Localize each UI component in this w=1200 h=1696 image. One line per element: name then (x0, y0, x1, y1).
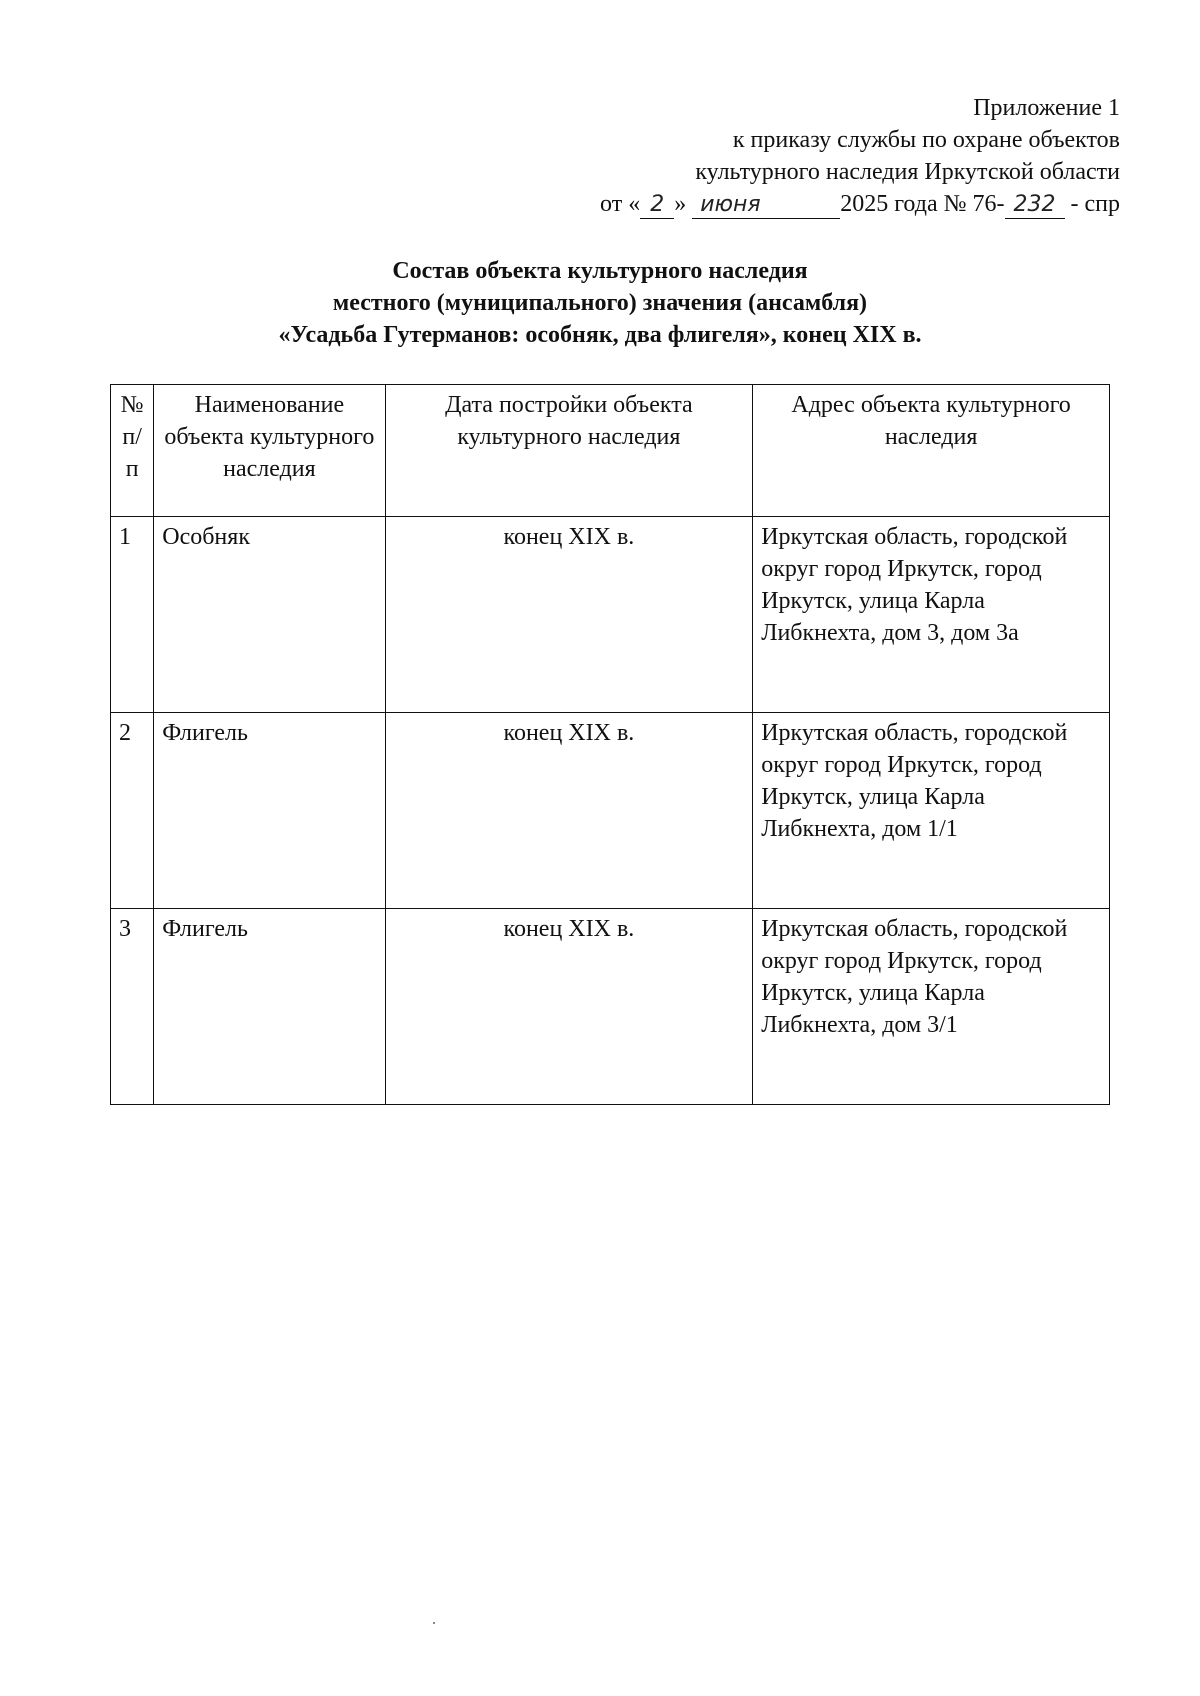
appendix-header (600, 92, 1120, 220)
header-address: Адрес объекта культурного наследия (753, 385, 1110, 517)
table-header-row (111, 385, 1110, 517)
row-num: 2 (111, 713, 154, 909)
order-mid: » (674, 191, 687, 217)
title-line-1: Состав объекта культурного наследия (392, 258, 808, 284)
row-name: Особняк (154, 517, 385, 713)
heritage-composition-table (110, 384, 1110, 1105)
row-date: конец XIX в. (385, 909, 753, 1105)
title-line-3: «Усадьба Гутерманов: особняк, два флигеля», конец XIX в. (278, 322, 922, 348)
table-row (111, 909, 1110, 1105)
row-address: Иркутская область, городской округ город Иркутск, город Иркутск, улица Карла Либкнехта, дом 1/1 (753, 713, 1110, 909)
row-date: конец XIX в. (385, 713, 753, 909)
scan-speck (433, 1622, 435, 1624)
order-date-line (600, 188, 1120, 220)
order-prefix: от « (600, 191, 641, 217)
order-day-handwritten: 2 (640, 192, 674, 219)
header-name: Наименование объекта культурного наследия (154, 385, 385, 517)
row-address: Иркутская область, городской округ город Иркутск, город Иркутск, улица Карла Либкнехта, дом 3/1 (753, 909, 1110, 1105)
table-row (111, 517, 1110, 713)
appendix-authority: культурного наследия Иркутской области (695, 159, 1120, 185)
header-date: Дата постройки объекта культурного наследия (385, 385, 753, 517)
row-num: 1 (111, 517, 154, 713)
header-num: № п/п (111, 385, 154, 517)
order-month-handwritten: июня (692, 192, 840, 219)
row-date: конец XIX в. (385, 517, 753, 713)
order-number-handwritten: 232 (1005, 192, 1065, 219)
table-row (111, 713, 1110, 909)
appendix-order-reference: к приказу службы по охране объектов (732, 127, 1120, 153)
row-address: Иркутская область, городской округ город Иркутск, город Иркутск, улица Карла Либкнехта, дом 3, дом 3а (753, 517, 1110, 713)
document-title (180, 255, 1020, 351)
appendix-title: Приложение 1 (973, 95, 1120, 121)
order-suffix: - спр (1064, 191, 1120, 217)
row-name: Флигель (154, 713, 385, 909)
order-year-text: 2025 года № 76- (840, 191, 1005, 217)
row-name: Флигель (154, 909, 385, 1105)
title-line-2: местного (муниципального) значения (ансамбля) (332, 290, 868, 316)
row-num: 3 (111, 909, 154, 1105)
